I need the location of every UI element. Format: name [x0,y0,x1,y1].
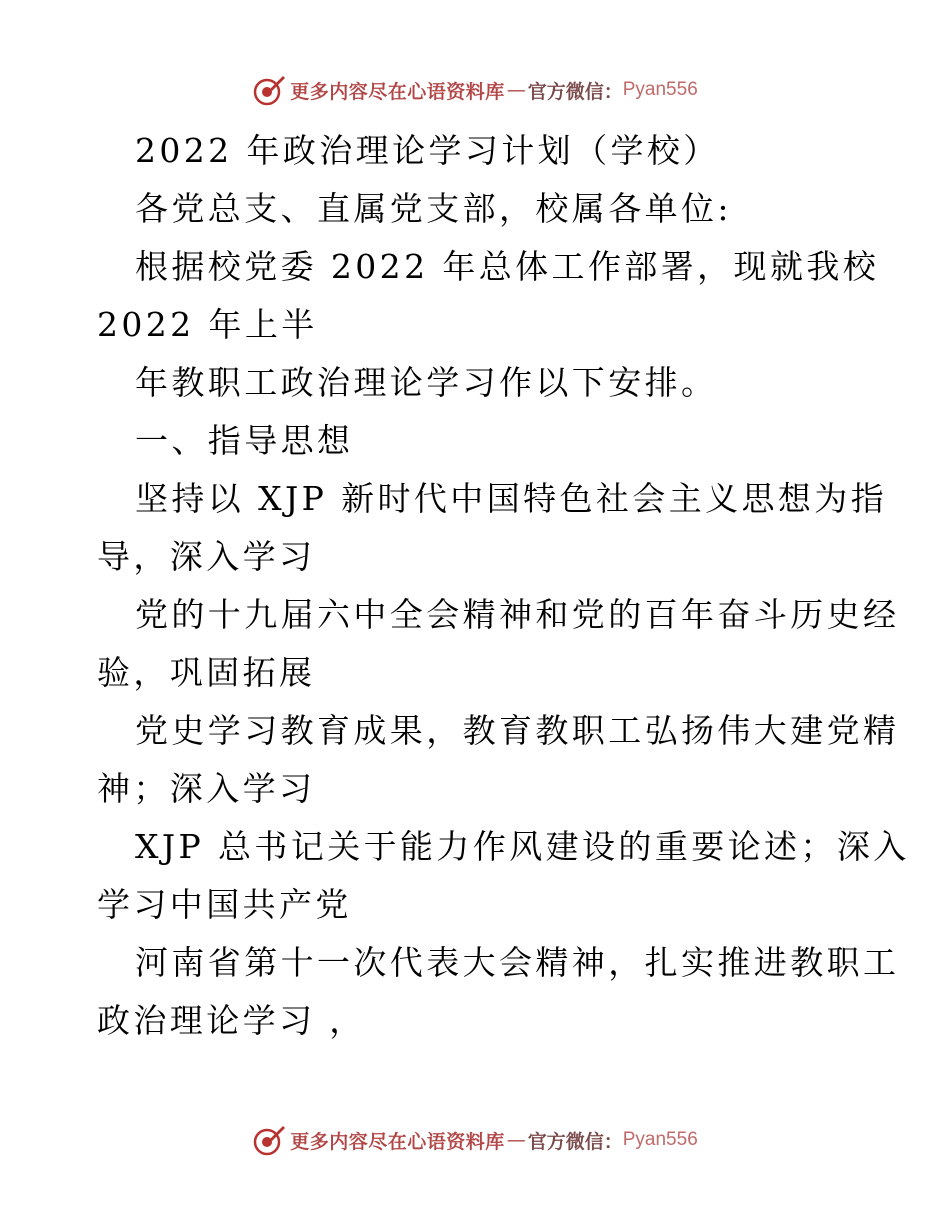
body-line: 2022 年上半 [97,305,318,344]
watermark-separator: — [506,79,526,101]
document-title: 2022 年政治理论学习计划（学校） [135,131,720,170]
body-line: 年教职工政治理论学习作以下安排。 [135,363,718,402]
body-line: 坚持以 XJP 新时代中国特色社会主义思想为指 [135,479,888,518]
watermark-footer [0,1120,950,1160]
body-line: 党的十九届六中全会精神和党的百年奋斗历史经 [135,595,900,634]
body-line: 河南省第十一次代表大会精神，扎实推进教职工 [135,943,900,982]
body-line: 验，巩固拓展 [97,653,316,692]
watermark-main-text: 更多内容尽在心语资料库 [290,1130,505,1153]
body-line: 政治理论学习 ， [97,1001,366,1040]
watermark-header [0,70,950,110]
body-line: XJP 总书记关于能力作风建设的重要论述；深入 [135,827,910,866]
document-body [97,122,910,1050]
pen-logo-icon [252,73,286,107]
watermark-separator: — [506,1129,526,1151]
body-line: 导，深入学习 [97,537,316,576]
body-line: 根据校党委 2022 年总体工作部署，现就我校 [135,247,880,286]
watermark-wechat-id: Pyan556 [622,79,698,100]
body-line: 学习中国共产党 [97,885,352,924]
body-line: 神；深入学习 [97,769,316,808]
body-line: 党史学习教育成果，教育教职工弘扬伟大建党精 [135,711,900,750]
watermark-wechat-label: 官方微信： [527,1130,623,1153]
section-heading: 一、指导思想 [135,421,354,460]
salutation: 各党总支、直属党支部，校属各单位: [135,189,732,228]
watermark-main-text: 更多内容尽在心语资料库 [290,80,505,103]
pen-logo-icon [252,1123,286,1157]
watermark-wechat-id: Pyan556 [622,1129,698,1150]
watermark-wechat-label: 官方微信： [527,80,623,103]
